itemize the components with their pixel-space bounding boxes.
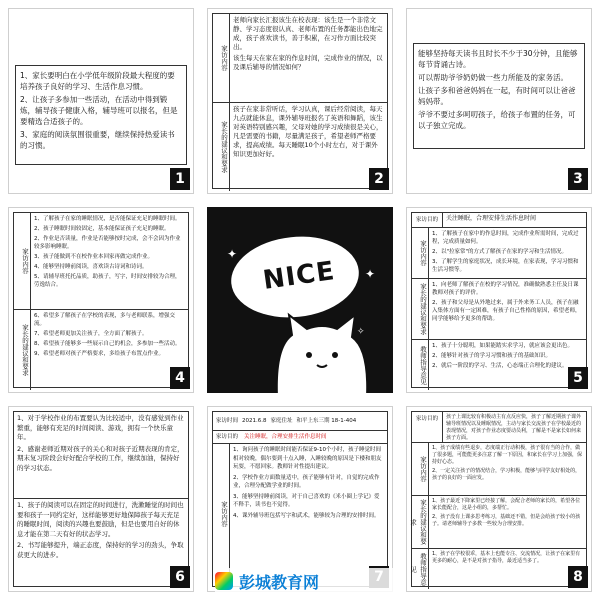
panel-2 <box>207 8 393 194</box>
content-line: 2、感谢老师近期对孩子的关心和对孩子近期表现的肯定，期末复习阶段会好好配合学校的工作，继续加油，保持好的学习状态。 <box>17 444 184 472</box>
purpose-label: 家访目的 <box>216 434 239 440</box>
panel-number: 1 <box>170 168 190 190</box>
content-line: 3、了解学生的家庭状况，成长环境，在家表现，学习习惯和生活习惯等。 <box>432 259 579 273</box>
suggestion-line: 3、家庭的阅读氛围很重要，继续保持热爱读书的习惯。 <box>20 130 175 150</box>
content-paragraph: 该生每天在家在家的作息时间，完成作业的情况，以及课后辅导的情况如何？ <box>233 54 383 71</box>
purpose-row <box>412 213 586 228</box>
visit-time: 2021.6.8 <box>242 418 267 424</box>
content-line: 1、对于学校作业的布置要认为比较适中，没有感觉到作业繁重，能够有充足的时间阅读、游戏，拥有一个快乐童年。 <box>17 414 184 441</box>
content-line: 2、以"拉家常"的方式了解孩子在家的学习和生活情况。 <box>432 249 568 255</box>
parent-advice-row <box>412 279 586 340</box>
panel-number: 5 <box>568 367 588 389</box>
suggestion-line: 能够坚持每天读书且时长不少于30分钟，且能够每节背诵古诗。 <box>418 49 578 69</box>
cat-icon <box>267 307 377 393</box>
address-label: 家庭住址 <box>270 418 293 424</box>
content-line: 4、能够坚持睡前阅读，喜欢读古诗词和诗词。 <box>34 264 148 270</box>
site-watermark <box>215 568 395 594</box>
suggestion-box <box>15 65 187 165</box>
purpose-text: 关注睡眠，合理安排生活作息时间 <box>446 215 537 222</box>
visit-content-row <box>213 444 387 584</box>
row-label: 家长的建议和要求 <box>213 103 230 191</box>
visit-form <box>13 212 189 388</box>
content-line: 1、询问孩子的睡眠时间能否保证9-10个小时，孩子睡觉时间相对较晚，偶尔要到十点入睡，入睡较晚的原因是下楼和朋友玩耍，不愿回家。教师针对性提出建议。 <box>233 447 382 470</box>
row-label: 家访目的 <box>412 213 443 227</box>
visit-form <box>212 13 388 189</box>
row-label: 家访内容 <box>213 14 230 102</box>
content-line: 1、孩子十分聪明，如果能踏实求学习，就应该会更出色。 <box>432 343 574 349</box>
row-label: 家访内容 <box>412 228 429 278</box>
content-line: 2、孩子和父母是从外地过来，属于外来务工人员，孩子在融入集体方面有一定困难，有孩子自己性格的原因，希望老师，同学能够给予更多的帮助。 <box>432 300 581 322</box>
row-label: 家长的建议和要求 <box>14 310 31 390</box>
content-line: 1、向老师了解孩子在校的学习情况，准确做熟悉主任及日课教师对孩子的评价。 <box>432 282 579 296</box>
suggestion-line: 可以帮助爷爷奶奶做一些力所能及的家务活。 <box>418 73 568 82</box>
teacher-guidance-row <box>412 340 586 390</box>
site-logo-icon <box>215 572 233 590</box>
row-label: 家访目的 <box>412 412 443 442</box>
parent-advice-row <box>14 310 188 390</box>
teacher-guidance-row <box>409 549 586 589</box>
panel-6 <box>8 406 194 592</box>
content-line: 1、孩子在学校很乖，基本上也能专注、交流情况，让孩子在家里有更多的耐心，是不是对孩子指导，最近适当多了。 <box>432 551 581 564</box>
visit-content-row <box>412 443 586 496</box>
content-line: 2、学校作业方面数量适中，孩子能够有针对，自觉的完成作业，合理分配做学业的时间。 <box>233 474 380 489</box>
watermark-text: 彭城教育网 <box>239 572 320 592</box>
parent-advice-row <box>213 103 387 191</box>
content-line: 2、作业是否读量，作业是否能够按时完成，会不会因为作业较多影响睡眠。 <box>34 236 181 250</box>
time-label: 家访时间 <box>216 418 239 424</box>
content-line: 9、希望老师对孩子严格要求，多给孩子布置点作业。 <box>34 351 165 357</box>
row-label: 教师指导意见 <box>412 549 429 589</box>
row-label: 家访内容 <box>14 213 31 309</box>
sparkle-icon: ✧ <box>357 327 365 337</box>
content-line: 孩子上课比较有积极动主有点反应快，孩子了解近期孩子课外辅导班情况以及睡眠情况，主动与家长交流孩子在学校最近的表现情况，对孩子作业态度要动员利，了解是不是家长如何来孩子方面。 <box>446 414 582 441</box>
content-line: 3、孩子能做到不在校作业本回家再做完成作业。 <box>34 254 154 260</box>
visit-form <box>13 411 189 587</box>
sparkle-icon: ✦ <box>365 267 376 281</box>
parent-advice-row <box>409 496 586 549</box>
purpose-row <box>213 431 387 444</box>
content-line: 1、孩子的阅读可以在固定的时间进行，洗漱睡觉的时间也要和孩子一同约定好，这样能够更好地保障孩子每天充足的睡眠时间，阅读的兴趣也要鼓励，但是也要用自好的休息才能在第二天有好的状态学习。 <box>17 501 184 538</box>
content-line: 2、就后一阶段的学习、生活，心态端正合理化的建议。 <box>432 363 568 369</box>
content-line: 2、能够针对孩子的学习习惯和孩子的基础知识。 <box>432 353 552 359</box>
panel-4 <box>8 207 194 393</box>
visit-content-row <box>412 228 586 279</box>
suggestion-line: 让孩子多和爸爸妈妈在一起，有时间可以让爸爸妈妈带。 <box>418 86 576 106</box>
suggestion-line: 2、让孩子多参加一些活动，在活动中得到锻炼，辅导孩子健康入格，辅导班可以报名，但是要精选合适孩子的。 <box>20 95 178 126</box>
content-line: 3、能够坚持睡前阅读，对于自己喜欢的《米小圈上学记》爱不释手，读书也不觉得。 <box>233 493 380 508</box>
content-line: 4、课外辅导班包括写字和武术，能够较为合理的安排时间。 <box>233 512 380 519</box>
panel-number: 4 <box>170 367 190 389</box>
content-line: 8、希望孩子能够多一些展示自己的机会，多参加一些活动。 <box>34 341 181 347</box>
content-line: 1、了解孩子在家中的作息时间，完成作业所需时间，完成过程，完成质量如何。 <box>432 231 579 245</box>
content-line: 5、请辅导班托托品质，助孩子，写字，时间安排较为合理，劳逸结合。 <box>34 274 181 288</box>
suggestion-line: 爷爷不要过多呵叨孩子，给孩子布置的任务，可以子独立完成。 <box>418 110 576 130</box>
purpose-row <box>412 412 586 443</box>
panel-number: 8 <box>568 566 588 588</box>
visit-content-row <box>14 213 188 310</box>
panel-number: 6 <box>170 566 190 588</box>
panel-number: 2 <box>369 168 389 190</box>
visit-form <box>411 411 587 587</box>
row-label: 家长的建议和要求 <box>412 496 429 548</box>
row-label: 家访内容 <box>213 444 230 584</box>
content-line: 2、一定关注孩子的情况结合，学习积极，能够与同学友好相处的，孩子的良好的一面应发。 <box>432 468 581 481</box>
panel-7 <box>207 406 393 592</box>
suggestion-line: 1、家长要明白在小学低年级阶段最大程度的要培养孩子良好的学习、生活作息习惯。 <box>20 71 175 91</box>
content-line: 1、了解孩子在家的睡眠情况，是否能保证充足的睡眠时间。 <box>34 216 181 222</box>
visit-form <box>411 212 587 388</box>
panel-1 <box>8 8 194 194</box>
content-line: 1、孩子最近下降家里已经接了解，会配合老师的家长的，希望各位家长能配合，这是小组的，多帮忙。 <box>432 498 581 511</box>
panel-number: 3 <box>568 168 588 190</box>
panel-3 <box>406 8 592 194</box>
purpose-text: 关注睡眠，合理安排生活作息时间 <box>244 434 327 440</box>
visit-content-row <box>213 14 387 103</box>
suggestion-box <box>413 43 585 149</box>
content-line: 2、孩子睡眠时间较固定，基本能保证孩子充足的睡眠。 <box>34 226 170 232</box>
content-line: 2、孩子没有上课多思考练习，基础还不错，但是会给孩子较小的孩子。请老师辅导子多教一些较为合理安排。 <box>432 514 581 527</box>
row-label: 教师指导意见 <box>412 340 429 390</box>
content-line: 7、希望老师更加关注孩子，全方面了解孩子。 <box>34 331 148 337</box>
sparkle-icon: ✦ <box>227 247 238 261</box>
content-paragraph: 孩子在家非常听话，学习认真，课后经常阅读，每天九点就能休息，课外辅导班报名了英语和舞蹈，该生对英语特别感兴趣，父母对她的学习成绩很是关心，凡是需要的书籍，尽量满足孩子，希望老师严格要求，提高成绩。每天睡眠10个小时左右，对于课外知识更加好好。 <box>233 105 383 158</box>
content-line: 2、书写能够提升，端正态度，保持好的学习的劲头，争取获更大的进步。 <box>17 541 184 559</box>
time-address-row <box>213 412 387 431</box>
panel-5 <box>406 207 592 393</box>
panel-8 <box>406 406 592 592</box>
row-label: 家访内容 <box>412 443 429 495</box>
row-label: 家长的建议和要求 <box>412 279 429 339</box>
content-line: 6、希望多了解孩子在学校的表现，多与老师联系，增强交流。 <box>34 313 176 327</box>
nice-text: NICE <box>261 256 337 296</box>
content-paragraph: 老师向家长汇报该生在校表现：该生是一个非常文静、学习态度很认真、老师布置的任务都能出色地完成，孩子喜欢读书，善于积累，在习作方面比较突出。 <box>233 16 383 51</box>
nice-sticker-panel <box>207 207 393 393</box>
visit-address: 和平上东三期 18-1-404 <box>296 418 357 424</box>
content-line: 1、孩子成绩有些退步，态度端正行动积极，孩子很有当的合作，做了很多题，可能能更多注意了解一下原因，和家长在学习上加强，保持好心态。 <box>432 445 583 465</box>
visit-form <box>212 411 388 587</box>
